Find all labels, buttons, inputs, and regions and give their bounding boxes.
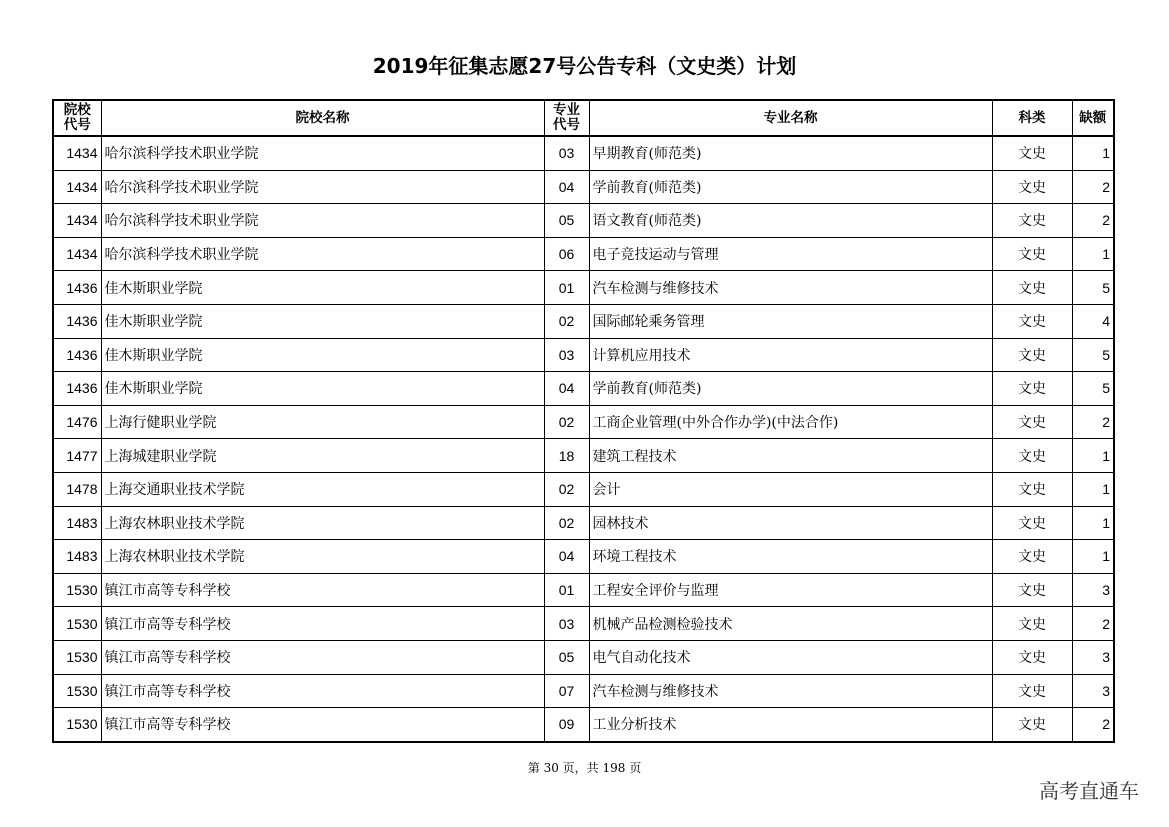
cell-school-code: 1483 bbox=[53, 506, 101, 540]
cell-major-code: 02 bbox=[544, 405, 589, 439]
cell-major-name: 机械产品检测检验技术 bbox=[589, 607, 992, 641]
cell-school-code: 1434 bbox=[53, 204, 101, 238]
cell-school-code: 1530 bbox=[53, 640, 101, 674]
cell-school-name: 镇江市高等专科学校 bbox=[101, 674, 544, 708]
cell-major-name: 国际邮轮乘务管理 bbox=[589, 304, 992, 338]
cell-quota: 2 bbox=[1072, 204, 1114, 238]
cell-school-code: 1436 bbox=[53, 372, 101, 406]
table-row bbox=[53, 372, 1114, 406]
cell-school-name: 哈尔滨科学技术职业学院 bbox=[101, 237, 544, 271]
cell-major-code: 01 bbox=[544, 573, 589, 607]
cell-major-name: 建筑工程技术 bbox=[589, 439, 992, 473]
cell-category: 文史 bbox=[992, 439, 1072, 473]
cell-quota: 2 bbox=[1072, 170, 1114, 204]
cell-school-code: 1483 bbox=[53, 540, 101, 574]
cell-quota: 2 bbox=[1072, 405, 1114, 439]
cell-school-name: 佳木斯职业学院 bbox=[101, 304, 544, 338]
cell-major-name: 计算机应用技术 bbox=[589, 338, 992, 372]
cell-major-name: 工业分析技术 bbox=[589, 708, 992, 742]
table-row bbox=[53, 573, 1114, 607]
cell-school-name: 佳木斯职业学院 bbox=[101, 338, 544, 372]
table-row bbox=[53, 237, 1114, 271]
cell-major-code: 09 bbox=[544, 708, 589, 742]
header-major-code bbox=[544, 100, 589, 136]
cell-category: 文史 bbox=[992, 674, 1072, 708]
cell-major-code: 04 bbox=[544, 540, 589, 574]
cell-school-code: 1477 bbox=[53, 439, 101, 473]
watermark: 高考直通车 bbox=[1039, 779, 1139, 803]
table-row bbox=[53, 338, 1114, 372]
cell-category: 文史 bbox=[992, 204, 1072, 238]
cell-school-name: 上海行健职业学院 bbox=[101, 405, 544, 439]
cell-category: 文史 bbox=[992, 372, 1072, 406]
cell-category: 文史 bbox=[992, 472, 1072, 506]
cell-major-name: 语文教育(师范类) bbox=[589, 204, 992, 238]
header-category: 科类 bbox=[992, 100, 1072, 136]
header-school-code-label: 院校 代号 bbox=[63, 102, 91, 133]
cell-category: 文史 bbox=[992, 271, 1072, 305]
cell-school-name: 镇江市高等专科学校 bbox=[101, 607, 544, 641]
cell-quota: 1 bbox=[1072, 506, 1114, 540]
header-school-name: 院校名称 bbox=[101, 100, 544, 136]
cell-major-name: 早期教育(师范类) bbox=[589, 136, 992, 170]
cell-major-name: 学前教育(师范类) bbox=[589, 372, 992, 406]
cell-school-name: 佳木斯职业学院 bbox=[101, 372, 544, 406]
document-title: 2019年征集志愿27号公告专科（文史类）计划 bbox=[372, 54, 797, 78]
cell-quota: 1 bbox=[1072, 237, 1114, 271]
table-row bbox=[53, 607, 1114, 641]
cell-category: 文史 bbox=[992, 708, 1072, 742]
cell-school-code: 1530 bbox=[53, 607, 101, 641]
cell-quota: 3 bbox=[1072, 573, 1114, 607]
cell-school-code: 1436 bbox=[53, 304, 101, 338]
cell-quota: 1 bbox=[1072, 439, 1114, 473]
cell-school-code: 1436 bbox=[53, 338, 101, 372]
cell-category: 文史 bbox=[992, 607, 1072, 641]
cell-school-code: 1434 bbox=[53, 136, 101, 170]
cell-category: 文史 bbox=[992, 573, 1072, 607]
table-row bbox=[53, 540, 1114, 574]
header-school-code bbox=[53, 100, 101, 136]
cell-category: 文史 bbox=[992, 304, 1072, 338]
cell-school-code: 1478 bbox=[53, 472, 101, 506]
cell-quota: 1 bbox=[1072, 472, 1114, 506]
cell-quota: 5 bbox=[1072, 372, 1114, 406]
header-major-name: 专业名称 bbox=[589, 100, 992, 136]
cell-school-name: 哈尔滨科学技术职业学院 bbox=[101, 170, 544, 204]
cell-quota: 1 bbox=[1072, 540, 1114, 574]
cell-category: 文史 bbox=[992, 237, 1072, 271]
cell-major-name: 工程安全评价与监理 bbox=[589, 573, 992, 607]
cell-school-name: 镇江市高等专科学校 bbox=[101, 708, 544, 742]
page-footer: 第 30 页，共 198 页 bbox=[527, 761, 642, 775]
cell-quota: 2 bbox=[1072, 607, 1114, 641]
cell-school-code: 1434 bbox=[53, 170, 101, 204]
cell-major-name: 汽车检测与维修技术 bbox=[589, 271, 992, 305]
cell-category: 文史 bbox=[992, 640, 1072, 674]
table-row bbox=[53, 405, 1114, 439]
cell-category: 文史 bbox=[992, 338, 1072, 372]
cell-quota: 3 bbox=[1072, 674, 1114, 708]
cell-major-name: 学前教育(师范类) bbox=[589, 170, 992, 204]
cell-school-code: 1530 bbox=[53, 708, 101, 742]
cell-major-code: 07 bbox=[544, 674, 589, 708]
cell-school-name: 上海城建职业学院 bbox=[101, 439, 544, 473]
cell-school-name: 哈尔滨科学技术职业学院 bbox=[101, 136, 544, 170]
table-row bbox=[53, 304, 1114, 338]
cell-school-name: 上海农林职业技术学院 bbox=[101, 506, 544, 540]
cell-category: 文史 bbox=[992, 405, 1072, 439]
cell-quota: 3 bbox=[1072, 640, 1114, 674]
cell-school-code: 1530 bbox=[53, 573, 101, 607]
cell-category: 文史 bbox=[992, 540, 1072, 574]
cell-school-name: 镇江市高等专科学校 bbox=[101, 640, 544, 674]
cell-major-code: 03 bbox=[544, 136, 589, 170]
table-row bbox=[53, 170, 1114, 204]
cell-school-name: 哈尔滨科学技术职业学院 bbox=[101, 204, 544, 238]
cell-quota: 4 bbox=[1072, 304, 1114, 338]
cell-major-name: 电子竞技运动与管理 bbox=[589, 237, 992, 271]
cell-major-name: 汽车检测与维修技术 bbox=[589, 674, 992, 708]
table-body bbox=[53, 136, 1114, 742]
cell-major-name: 工商企业管理(中外合作办学)(中法合作) bbox=[589, 405, 992, 439]
admission-plan-table bbox=[52, 99, 1115, 743]
cell-major-code: 04 bbox=[544, 170, 589, 204]
table-row bbox=[53, 439, 1114, 473]
cell-major-code: 05 bbox=[544, 204, 589, 238]
cell-quota: 2 bbox=[1072, 708, 1114, 742]
cell-school-code: 1436 bbox=[53, 271, 101, 305]
cell-major-name: 电气自动化技术 bbox=[589, 640, 992, 674]
table-row bbox=[53, 271, 1114, 305]
cell-quota: 5 bbox=[1072, 338, 1114, 372]
header-quota: 缺额 bbox=[1072, 100, 1114, 136]
table-row bbox=[53, 136, 1114, 170]
cell-major-code: 02 bbox=[544, 472, 589, 506]
cell-quota: 1 bbox=[1072, 136, 1114, 170]
cell-major-code: 05 bbox=[544, 640, 589, 674]
cell-major-code: 01 bbox=[544, 271, 589, 305]
header-major-code-label: 专业 代号 bbox=[553, 102, 580, 133]
cell-category: 文史 bbox=[992, 506, 1072, 540]
table-row bbox=[53, 472, 1114, 506]
cell-school-name: 镇江市高等专科学校 bbox=[101, 573, 544, 607]
cell-major-name: 会计 bbox=[589, 472, 992, 506]
cell-major-name: 环境工程技术 bbox=[589, 540, 992, 574]
cell-school-code: 1434 bbox=[53, 237, 101, 271]
table-row bbox=[53, 204, 1114, 238]
cell-major-code: 06 bbox=[544, 237, 589, 271]
table-row bbox=[53, 506, 1114, 540]
cell-school-name: 上海交通职业技术学院 bbox=[101, 472, 544, 506]
cell-major-code: 04 bbox=[544, 372, 589, 406]
cell-major-code: 02 bbox=[544, 304, 589, 338]
cell-category: 文史 bbox=[992, 136, 1072, 170]
cell-major-code: 18 bbox=[544, 439, 589, 473]
cell-major-code: 03 bbox=[544, 607, 589, 641]
cell-school-code: 1530 bbox=[53, 674, 101, 708]
table-header-row bbox=[53, 100, 1114, 136]
table-row bbox=[53, 640, 1114, 674]
cell-category: 文史 bbox=[992, 170, 1072, 204]
cell-major-code: 03 bbox=[544, 338, 589, 372]
cell-school-code: 1476 bbox=[53, 405, 101, 439]
table-row bbox=[53, 708, 1114, 742]
cell-school-name: 上海农林职业技术学院 bbox=[101, 540, 544, 574]
cell-major-code: 02 bbox=[544, 506, 589, 540]
cell-major-name: 园林技术 bbox=[589, 506, 992, 540]
cell-quota: 5 bbox=[1072, 271, 1114, 305]
cell-school-name: 佳木斯职业学院 bbox=[101, 271, 544, 305]
table-row bbox=[53, 674, 1114, 708]
